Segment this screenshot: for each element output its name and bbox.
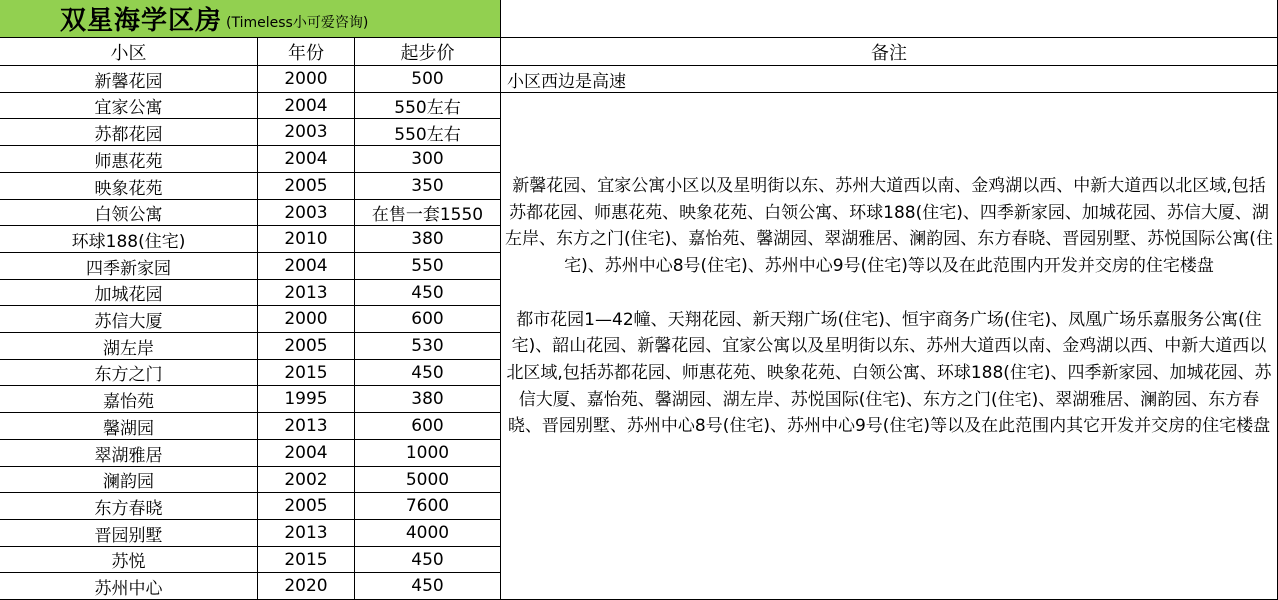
table-cell-price[interactable]: 450 [355, 280, 501, 306]
table-cell-year[interactable]: 2013 [258, 280, 355, 306]
header-year[interactable]: 年份 [258, 38, 355, 66]
header-name[interactable]: 小区 [0, 38, 258, 66]
table-cell-price[interactable]: 7600 [355, 493, 501, 520]
table-cell-year[interactable]: 1995 [258, 386, 355, 413]
table-cell-price[interactable]: 5000 [355, 467, 501, 493]
note-merged-cell[interactable] [501, 93, 1278, 600]
table-cell-year[interactable]: 2004 [258, 146, 355, 173]
note-first[interactable]: 小区西边是高速 [501, 66, 1278, 93]
table-cell-name[interactable]: 师惠花苑 [0, 146, 258, 173]
table-cell-price[interactable]: 380 [355, 226, 501, 253]
table-cell-name[interactable]: 苏悦 [0, 547, 258, 573]
table-cell-year[interactable]: 2003 [258, 119, 355, 146]
table-cell-price[interactable]: 450 [355, 360, 501, 386]
table-cell-price[interactable]: 在售一套1550 [355, 200, 501, 226]
table-cell-year[interactable]: 2015 [258, 547, 355, 573]
table-cell-name[interactable]: 四季新家园 [0, 253, 258, 280]
note-paragraph-1: 新馨花园、宜家公寓小区以及星明街以东、苏州大道西以南、金鸡湖以西、中新大道西以北区域,包括苏都花园、师惠花苑、映象花苑、白领公寓、环球188(住宅)、四季新家园、加城花园、苏信大厦、湖左岸、东方之门(住宅)、嘉怡苑、馨湖园、翠湖雅居、澜韵园、东方春晓、晋园别墅、苏悦国际公寓(住宅)、苏州中心8号(住宅)、苏州中心9号(住宅)等以及在此范围内开发并交房的住宅楼盘 [505, 176, 1273, 277]
table-cell-year[interactable]: 2000 [258, 66, 355, 93]
table-cell-price[interactable]: 550 [355, 253, 501, 280]
table-cell-price[interactable]: 600 [355, 306, 501, 333]
table-cell-price[interactable]: 380 [355, 386, 501, 413]
title-cell[interactable] [0, 0, 501, 38]
table-cell-year[interactable]: 2005 [258, 173, 355, 200]
table-cell-year[interactable]: 2013 [258, 520, 355, 547]
table-cell-name[interactable]: 加城花园 [0, 280, 258, 306]
table-cell-name[interactable]: 翠湖雅居 [0, 440, 258, 467]
table-cell-name[interactable]: 馨湖园 [0, 413, 258, 440]
table-cell-year[interactable]: 2005 [258, 493, 355, 520]
table-cell-price[interactable]: 500 [355, 66, 501, 93]
table-cell-name[interactable]: 白领公寓 [0, 200, 258, 226]
table-cell-year[interactable]: 2004 [258, 93, 355, 119]
table-cell-name[interactable]: 东方之门 [0, 360, 258, 386]
page-subtitle: (Timeless小可爱咨询) [226, 14, 369, 31]
table-cell-name[interactable]: 环球188(住宅) [0, 226, 258, 253]
table-cell-price[interactable]: 550左右 [355, 119, 501, 146]
table-cell-name[interactable]: 苏信大厦 [0, 306, 258, 333]
table-cell-name[interactable]: 嘉怡苑 [0, 386, 258, 413]
table-cell-year[interactable]: 2002 [258, 467, 355, 493]
table-cell-name[interactable]: 澜韵园 [0, 467, 258, 493]
table-cell-price[interactable]: 550左右 [355, 93, 501, 119]
table-cell-name[interactable]: 苏州中心 [0, 573, 258, 600]
table-cell-name[interactable]: 晋园别墅 [0, 520, 258, 547]
table-cell-year[interactable]: 2004 [258, 253, 355, 280]
table-cell-price[interactable]: 450 [355, 547, 501, 573]
table-cell-name[interactable]: 苏都花园 [0, 119, 258, 146]
table-cell-year[interactable]: 2000 [258, 306, 355, 333]
note-paragraph-2: 都市花园1—42幢、天翔花园、新天翔广场(住宅)、恒宇商务广场(住宅)、凤凰广场乐嘉服务公寓(住宅)、韶山花园、新馨花园、宜家公寓以及星明街以东、苏州大道西以南、金鸡湖以西、中新大道西以北区域,包括苏都花园、师惠花苑、映象花苑、白领公寓、环球188(住宅)、四季新家园、加城花园、苏信大厦、嘉怡苑、馨湖园、湖左岸、苏悦国际(住宅)、东方之门(住宅)、翠湖雅居、澜韵园、东方春晓、晋园别墅、苏州中心8号(住宅)、苏州中心9号(住宅)等以及在此范围内其它开发并交房的住宅楼盘 [506, 309, 1272, 437]
table-cell-year[interactable]: 2004 [258, 440, 355, 467]
note-gap [505, 280, 1273, 307]
table-cell-name[interactable]: 湖左岸 [0, 333, 258, 360]
table-cell-name[interactable]: 东方春晓 [0, 493, 258, 520]
table-cell-year[interactable]: 2013 [258, 413, 355, 440]
table-cell-name[interactable]: 映象花苑 [0, 173, 258, 200]
table-cell-year[interactable]: 2005 [258, 333, 355, 360]
table-cell-year[interactable]: 2015 [258, 360, 355, 386]
table-cell-price[interactable]: 4000 [355, 520, 501, 547]
table-cell-name[interactable]: 新馨花园 [0, 66, 258, 93]
table-cell-name[interactable]: 宜家公寓 [0, 93, 258, 119]
page-title: 双星海学区房 [60, 6, 223, 36]
header-price[interactable]: 起步价 [355, 38, 501, 66]
table-cell-price[interactable]: 600 [355, 413, 501, 440]
table-cell-price[interactable]: 1000 [355, 440, 501, 467]
title-empty-cell[interactable] [501, 0, 1278, 38]
table-cell-year[interactable]: 2020 [258, 573, 355, 600]
table-cell-price[interactable]: 350 [355, 173, 501, 200]
table-cell-price[interactable]: 450 [355, 573, 501, 600]
table-cell-price[interactable]: 300 [355, 146, 501, 173]
table-cell-year[interactable]: 2010 [258, 226, 355, 253]
table-cell-price[interactable]: 530 [355, 333, 501, 360]
table-cell-year[interactable]: 2003 [258, 200, 355, 226]
header-note[interactable]: 备注 [501, 38, 1278, 66]
